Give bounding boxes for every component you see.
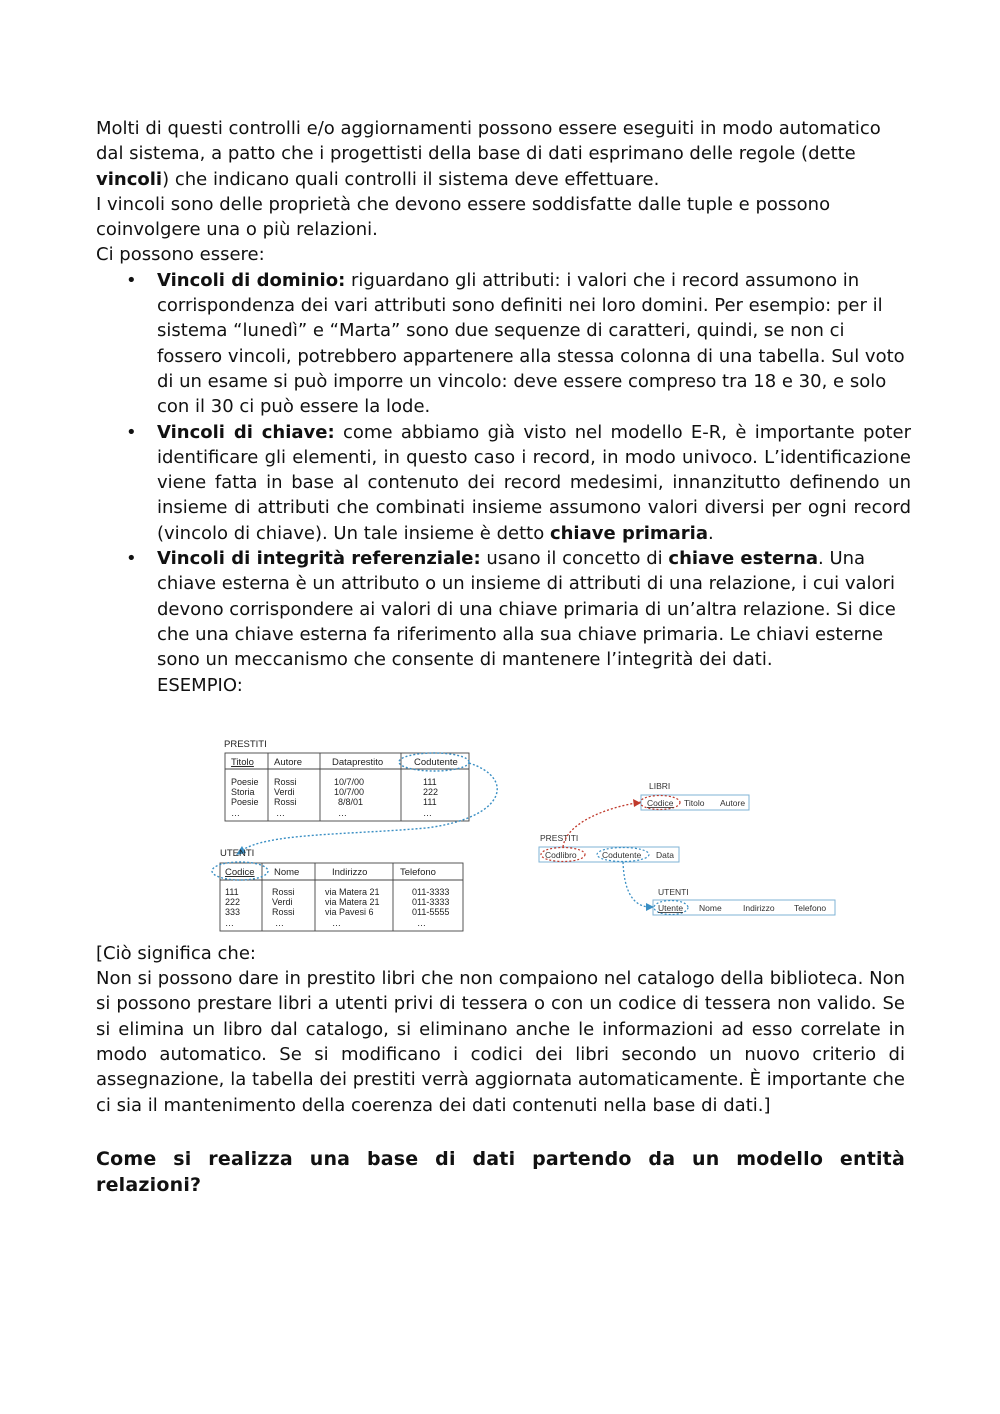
bullet-icon: • <box>126 548 137 570</box>
prestiti-cell: Rossi <box>274 776 297 787</box>
libri-field: Autore <box>720 797 746 808</box>
utenti-field: Indirizzo <box>743 902 775 913</box>
utenti-table-title: UTENTI <box>220 847 255 859</box>
utenti-header-cell: Nome <box>274 866 300 878</box>
utenti-header-cell: Codice <box>225 866 255 878</box>
utenti-cell: … <box>417 917 426 928</box>
prestiti-header-cell: Codutente <box>414 756 458 768</box>
bullet-icon: • <box>126 421 137 443</box>
prestiti-schema-title: PRESTITI <box>540 832 579 843</box>
constraint-text: come abbiamo già visto nel modello E-R, è importante poter identificare gli elementi, in questo caso i record, in modo univoco. L’identificazione viene fatta in base al contenuto dei record medesimi, innanzitutto definendo un insieme di attributi che combinati insieme assumono valori diversi per ogni record (vincolo di chiave). Un tale insieme è detto <box>157 421 911 544</box>
example-label: ESEMPIO: <box>157 674 243 696</box>
intro-p1-end: ) che indicano quali controlli il sistema deve effettuare. <box>162 168 660 190</box>
utenti-cell: via Matera 21 <box>325 896 380 907</box>
utenti-cell: … <box>332 917 341 928</box>
figures-svg <box>96 723 906 941</box>
utenti-cell: Rossi <box>272 906 295 917</box>
intro-paragraph-1 <box>96 116 886 192</box>
figure-left <box>212 739 497 931</box>
utenti-field: Telefono <box>794 902 827 913</box>
prestiti-header-cell: Titolo <box>231 756 254 768</box>
constraint-title: Vincoli di dominio: <box>157 269 346 291</box>
prestiti-cell: Rossi <box>274 796 297 807</box>
libri-field: Codice <box>647 797 674 808</box>
intro-p1-text: Molti di questi controlli e/o aggiornamenti possono essere eseguiti in modo automatico dal sistema, a patto che i progettisti della base di dati esprimano delle regole (dette <box>96 118 881 165</box>
utenti-cell: 011-3333 <box>412 896 450 907</box>
constraints-list <box>96 268 911 698</box>
prestiti-cell: … <box>423 807 432 818</box>
prestiti-field: Data <box>656 849 674 860</box>
utenti-field: Nome <box>699 902 722 913</box>
constraint-bold-term: chiave primaria <box>549 522 708 544</box>
prestiti-cell: … <box>231 807 240 818</box>
prestiti-field: Codlibro <box>545 849 577 860</box>
constraint-item-referenziale <box>96 546 911 698</box>
constraint-end: . Una chiave esterna è un attributo o un insieme di attributi di una relazione, i cui valori devono corrispondere ai valori di una chiave primaria di un’altra relazione. Si dice che una chiave esterna fa riferimento alla sua chiave primaria. Le chiavi esterne sono un meccanismo che consente di mantenere l’integrità dei dati. <box>157 548 896 671</box>
utenti-schema-title: UTENTI <box>658 886 689 897</box>
example-figures <box>96 723 906 941</box>
prestiti-cell: Poesie <box>231 776 259 787</box>
constraint-end: . <box>707 522 714 544</box>
document-page <box>96 116 911 1198</box>
prestiti-cell: … <box>338 807 347 818</box>
utenti-cell: 011-5555 <box>412 906 450 917</box>
utenti-cell: 111 <box>225 886 239 897</box>
utenti-cell: … <box>225 917 234 928</box>
prestiti-table-title: PRESTITI <box>224 738 267 750</box>
constraint-bold-term: chiave esterna <box>668 548 818 570</box>
libri-field: Titolo <box>684 797 705 808</box>
utenti-field: Utente <box>658 902 684 913</box>
intro-paragraph-2: I vincoli sono delle proprietà che devono essere soddisfatte dalle tuple e possono coinvolgere una o più relazioni. <box>96 193 831 241</box>
meaning-intro: [Ciò significa che: <box>96 942 256 964</box>
bullet-icon: • <box>126 269 137 291</box>
constraint-title: Vincoli di integrità referenziale: <box>157 548 481 570</box>
prestiti-header-cell: Autore <box>274 756 302 768</box>
utenti-cell: Verdi <box>272 896 293 907</box>
prestiti-field: Codutente <box>602 849 642 860</box>
constraint-title: Vincoli di chiave: <box>157 421 335 443</box>
section-question-heading: Come si realizza una base di dati partendo da un modello entità relazioni? <box>96 1147 905 1196</box>
arrow-head-icon <box>633 799 641 807</box>
utenti-cell: 011-3333 <box>412 886 450 897</box>
constraint-item-chiave <box>96 420 911 546</box>
utenti-cell: via Pavesi 6 <box>325 906 374 917</box>
constraint-item-dominio <box>96 268 911 420</box>
prestiti-cell: 10/7/00 <box>334 776 365 787</box>
libri-schema-title: LIBRI <box>649 780 671 791</box>
intro-paragraph-3: Ci possono essere: <box>96 244 265 266</box>
constraint-text: usano il concetto di <box>480 548 669 570</box>
constraint-text: riguardano gli attributi: i valori che i record assumono in corrispondenza dei vari attributi sono definiti nei loro domini. Per esempio: per il sistema “lunedì” e “Marta” sono due sequenze di caratteri, quindi, se non ci fossero vincoli, potrebbero appartenere alla stessa colonna di una tabella. Sul voto di un esame si può imporre un vincolo: deve essere compreso tra 18 e 30, e solo con il 30 ci può essere la lode. <box>157 269 905 418</box>
utenti-cell: … <box>275 917 284 928</box>
intro-p1-bold: vincoli <box>96 168 163 190</box>
prestiti-header-cell: Dataprestito <box>332 756 384 768</box>
prestiti-cell: 222 <box>423 786 439 797</box>
utenti-cell: 333 <box>225 906 241 917</box>
prestiti-cell: 10/7/00 <box>334 786 365 797</box>
utenti-cell: via Matera 21 <box>325 886 380 897</box>
utenti-header-cell: Indirizzo <box>332 866 368 878</box>
prestiti-cell: 111 <box>423 776 437 787</box>
figure-right <box>539 781 835 915</box>
utenti-cell: 222 <box>225 896 241 907</box>
intro-section <box>96 116 906 268</box>
prestiti-cell: 8/8/01 <box>338 796 364 807</box>
after-section <box>96 941 906 1118</box>
utenti-cell: Rossi <box>272 886 295 897</box>
utenti-header-cell: Telefono <box>400 866 436 878</box>
prestiti-cell: Poesie <box>231 796 259 807</box>
meaning-paragraph: Non si possono dare in prestito libri che non compaiono nel catalogo della biblioteca. Non si possono prestare libri a utenti privi di tessera o con un codice di tessera non valido. Se si elimina un libro dal catalogo, si eliminano anche le informazioni ad esso correlate in modo automatico. Se si modificano i codici dei libri secondo un nuovo criterio di assegnazione, la tabella dei prestiti verrà aggiornata automaticamente. È importante che ci sia il mantenimento della coerenza dei dati contenuti nella base di dati.] <box>96 968 905 1116</box>
prestiti-cell: Verdi <box>274 786 295 797</box>
utenti-fk-arrow <box>623 862 648 907</box>
prestiti-cell: 111 <box>423 796 437 807</box>
prestiti-cell: Storia <box>231 786 255 797</box>
prestiti-cell: … <box>276 807 285 818</box>
